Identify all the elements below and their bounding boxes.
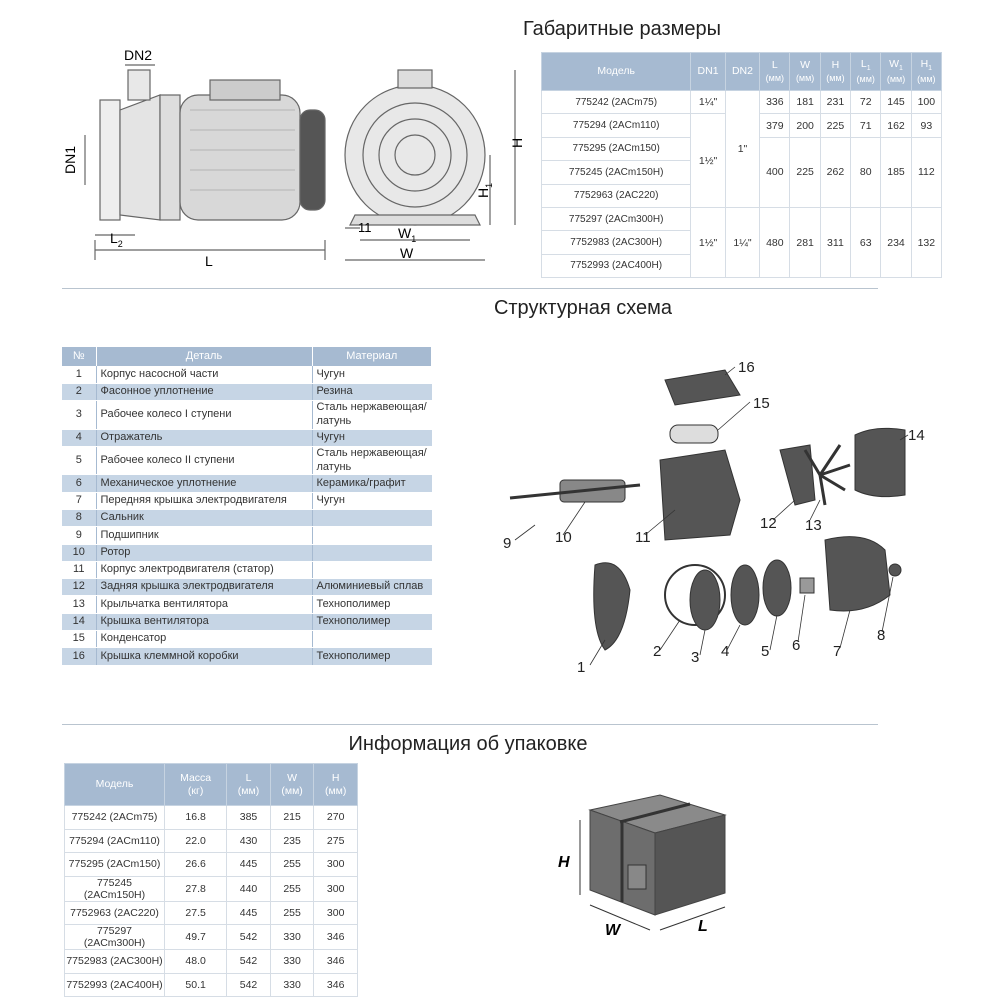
callout-16: 16 xyxy=(738,359,755,376)
cell: 270 xyxy=(314,806,358,830)
cell-part: Механическое уплотнение xyxy=(96,475,312,492)
table-row xyxy=(65,876,358,901)
cell: 48.0 xyxy=(165,950,227,974)
cell-material: Технополимер xyxy=(312,613,432,630)
cell: 330 xyxy=(270,950,314,974)
cell: 445 xyxy=(227,853,271,877)
table-row xyxy=(62,631,432,648)
oil-seal xyxy=(889,564,901,576)
table-row xyxy=(65,806,358,830)
callout-15: 15 xyxy=(753,395,770,412)
cell-no: 9 xyxy=(62,527,96,544)
table-row xyxy=(62,613,432,630)
cell-material xyxy=(312,631,432,648)
cell-material xyxy=(312,509,432,526)
cell-material: Технополимер xyxy=(312,648,432,665)
cell-no: 3 xyxy=(62,401,96,430)
cell: 27.8 xyxy=(165,876,227,901)
cell-material: Чугун xyxy=(312,429,432,446)
cell-no: 14 xyxy=(62,613,96,630)
mechanical-seal xyxy=(800,578,814,593)
terminal-box-cover xyxy=(665,370,740,405)
table-row xyxy=(65,853,358,877)
cell: 7752963 (2AC220) xyxy=(65,901,165,925)
callout-14: 14 xyxy=(908,427,925,444)
packaging-table xyxy=(64,763,358,997)
cell-material xyxy=(312,544,432,561)
col-mass: Масса (кг) xyxy=(165,764,227,806)
cell-material: Технополимер xyxy=(312,596,432,613)
table-row: 7752993 (2AC400H) xyxy=(542,254,942,277)
cell-part: Отражатель xyxy=(96,429,312,446)
callout-8: 8 xyxy=(877,627,886,644)
cell: 445 xyxy=(227,901,271,925)
cell-material: Сталь нержавеющая/ латунь xyxy=(312,401,432,430)
cell-part: Крыльчатка вентилятора xyxy=(96,596,312,613)
col-w: W (мм) xyxy=(790,53,820,91)
cell: 7752993 (2AC400H) xyxy=(65,973,165,997)
front-cover xyxy=(825,537,890,611)
cell: 775295 (2ACm150) xyxy=(65,853,165,877)
cell: 235 xyxy=(270,829,314,853)
cell-material: Чугун xyxy=(312,366,432,383)
cell-part: Сальник xyxy=(96,509,312,526)
label-dn2: DN2 xyxy=(123,47,153,63)
col-w: W (мм) xyxy=(270,764,314,806)
cell-material xyxy=(312,561,432,578)
cell: 346 xyxy=(314,973,358,997)
cell-material: Алюминиевый сплав xyxy=(312,579,432,596)
package-box-drawing xyxy=(550,785,780,945)
col-h1: $H_1$ (мм) xyxy=(911,53,941,91)
cell: 215 xyxy=(270,806,314,830)
cell: 330 xyxy=(270,925,314,950)
packaging-title: Информация об упаковке xyxy=(348,733,588,755)
table-row xyxy=(65,950,358,974)
cell-no: 15 xyxy=(62,631,96,648)
parts-table xyxy=(62,347,432,666)
col-model: Модель xyxy=(542,53,691,91)
cell-material: Резина xyxy=(312,383,432,400)
cell-part: Фасонное уплотнение xyxy=(96,383,312,400)
rear-cover xyxy=(780,445,815,505)
col-w1: $W_1$ (мм) xyxy=(881,53,911,91)
table-row xyxy=(62,579,432,596)
capacitor xyxy=(670,425,718,443)
col-l: L (мм) xyxy=(227,764,271,806)
cell-part: Рабочее колесо II ступени xyxy=(96,446,312,475)
callout-12: 12 xyxy=(760,515,777,532)
cell-material: Сталь нержавеющая/ латунь xyxy=(312,446,432,475)
cell: 49.7 xyxy=(165,925,227,950)
label-11: 11 xyxy=(358,220,372,235)
dimensions-title: Габаритные размеры xyxy=(522,18,722,40)
table-row: 7752983 (2AC300H) xyxy=(542,231,942,254)
impeller-1 xyxy=(690,570,720,630)
cell: 300 xyxy=(314,876,358,901)
col-material: Материал xyxy=(312,347,432,366)
table-row: 775242 (2ACm75) 1¼" 1" 336 181 231 72 145 100 xyxy=(542,91,942,114)
label-l2: $L_2$ xyxy=(110,230,123,249)
table-row xyxy=(62,383,432,400)
structure-title: Структурная схема xyxy=(493,297,673,319)
table-row xyxy=(62,446,432,475)
motor-housing xyxy=(660,450,740,540)
cell-part: Крышка вентилятора xyxy=(96,613,312,630)
cell-part: Крышка клеммной коробки xyxy=(96,648,312,665)
label-w1: $W_1$ xyxy=(398,225,417,244)
callout-1: 1 xyxy=(577,659,586,676)
cell-no: 11 xyxy=(62,561,96,578)
cell-no: 5 xyxy=(62,446,96,475)
label-w: W xyxy=(400,245,414,261)
col-l: L (мм) xyxy=(760,53,790,91)
impeller-2 xyxy=(763,560,791,616)
col-dn2: DN2 xyxy=(725,53,759,91)
cell-part: Подшипник xyxy=(96,527,312,544)
dimensions-table xyxy=(541,52,942,278)
cell-part: Ротор xyxy=(96,544,312,561)
cell: 50.1 xyxy=(165,973,227,997)
box-label-h: H xyxy=(558,854,570,871)
table-row: 775245 (2ACm150H) xyxy=(542,161,942,184)
cell: 430 xyxy=(227,829,271,853)
fan-cover xyxy=(855,428,905,496)
table-row xyxy=(65,829,358,853)
col-dn1: DN1 xyxy=(691,53,725,91)
col-no: № xyxy=(62,347,96,366)
cell: 255 xyxy=(270,876,314,901)
cell-no: 4 xyxy=(62,429,96,446)
table-row xyxy=(65,925,358,950)
callout-5: 5 xyxy=(761,643,770,660)
callout-6: 6 xyxy=(792,637,801,654)
table-row: 7752963 (2AC220) xyxy=(542,184,942,207)
cell-part: Конденсатор xyxy=(96,631,312,648)
cell-part: Задняя крышка электродвигателя xyxy=(96,579,312,596)
cell: 542 xyxy=(227,950,271,974)
callout-2: 2 xyxy=(653,643,662,660)
table-row xyxy=(62,401,432,430)
callout-4: 4 xyxy=(721,643,730,660)
cell: 385 xyxy=(227,806,271,830)
cell-no: 2 xyxy=(62,383,96,400)
label-l: L xyxy=(205,253,213,269)
cell: 27.5 xyxy=(165,901,227,925)
cell-material: Керамика/графит xyxy=(312,475,432,492)
cell-no: 13 xyxy=(62,596,96,613)
cell: 255 xyxy=(270,901,314,925)
cell-part: Корпус электродвигателя (статор) xyxy=(96,561,312,578)
label-dn1: DN1 xyxy=(62,145,78,175)
callout-3: 3 xyxy=(691,649,700,666)
cell: 775245 (2ACm150H) xyxy=(65,876,165,901)
divider xyxy=(62,288,878,289)
cell-material xyxy=(312,527,432,544)
cell: 300 xyxy=(314,853,358,877)
cell: 275 xyxy=(314,829,358,853)
cell: 775242 (2ACm75) xyxy=(65,806,165,830)
table-row xyxy=(62,544,432,561)
cell-no: 10 xyxy=(62,544,96,561)
table-row: 775295 (2ACm150) 400 225 262 80 185 112 xyxy=(542,137,942,160)
cell-no: 8 xyxy=(62,509,96,526)
cell-no: 7 xyxy=(62,492,96,509)
cell-material: Чугун xyxy=(312,492,432,509)
label-h1: $H_1$ xyxy=(475,182,494,198)
col-l1: $L_1$ (мм) xyxy=(851,53,881,91)
cell-no: 1 xyxy=(62,366,96,383)
table-row xyxy=(62,509,432,526)
pump-casing xyxy=(594,563,630,650)
cell: 26.6 xyxy=(165,853,227,877)
table-row xyxy=(62,366,432,383)
col-h: H (мм) xyxy=(820,53,850,91)
cell: 330 xyxy=(270,973,314,997)
exploded-view-diagram xyxy=(495,350,925,685)
cell: 346 xyxy=(314,950,358,974)
table-row xyxy=(62,561,432,578)
table-row xyxy=(65,901,358,925)
cell-part: Рабочее колесо I ступени xyxy=(96,401,312,430)
callout-9: 9 xyxy=(503,535,512,552)
table-row xyxy=(62,492,432,509)
callout-11: 11 xyxy=(635,529,651,546)
cell-part: Передняя крышка электродвигателя xyxy=(96,492,312,509)
cell: 440 xyxy=(227,876,271,901)
callout-13: 13 xyxy=(805,517,822,534)
divider xyxy=(62,724,878,725)
col-model: Модель xyxy=(65,764,165,806)
callout-10: 10 xyxy=(555,529,572,546)
table-row xyxy=(62,475,432,492)
cell: 346 xyxy=(314,925,358,950)
table-row xyxy=(62,429,432,446)
col-part: Деталь xyxy=(96,347,312,366)
col-h: H (мм) xyxy=(314,764,358,806)
cell: 775297 (2ACm300H) xyxy=(65,925,165,950)
cell: 542 xyxy=(227,973,271,997)
cell-no: 16 xyxy=(62,648,96,665)
table-row xyxy=(62,596,432,613)
cell: 775294 (2ACm110) xyxy=(65,829,165,853)
table-row: 775294 (2ACm110) 1½" 379 200 225 71 162 93 xyxy=(542,114,942,137)
cell: 16.8 xyxy=(165,806,227,830)
cell: 300 xyxy=(314,901,358,925)
cell: 22.0 xyxy=(165,829,227,853)
table-row xyxy=(62,648,432,665)
table-row xyxy=(62,527,432,544)
pump-dimension-drawing xyxy=(60,40,530,270)
cell: 542 xyxy=(227,925,271,950)
table-row: 775297 (2ACm300H) 1½" 1¼" 480 281 311 63 234 132 xyxy=(542,207,942,230)
diffuser xyxy=(731,565,759,625)
callout-7: 7 xyxy=(833,643,842,660)
cell: 255 xyxy=(270,853,314,877)
box-label-l: L xyxy=(698,918,708,935)
cell-no: 6 xyxy=(62,475,96,492)
cell-no: 12 xyxy=(62,579,96,596)
cell-part: Корпус насосной части xyxy=(96,366,312,383)
table-row xyxy=(65,973,358,997)
label-h: H xyxy=(509,137,525,148)
box-label-w: W xyxy=(605,922,621,939)
cell: 7752983 (2AC300H) xyxy=(65,950,165,974)
